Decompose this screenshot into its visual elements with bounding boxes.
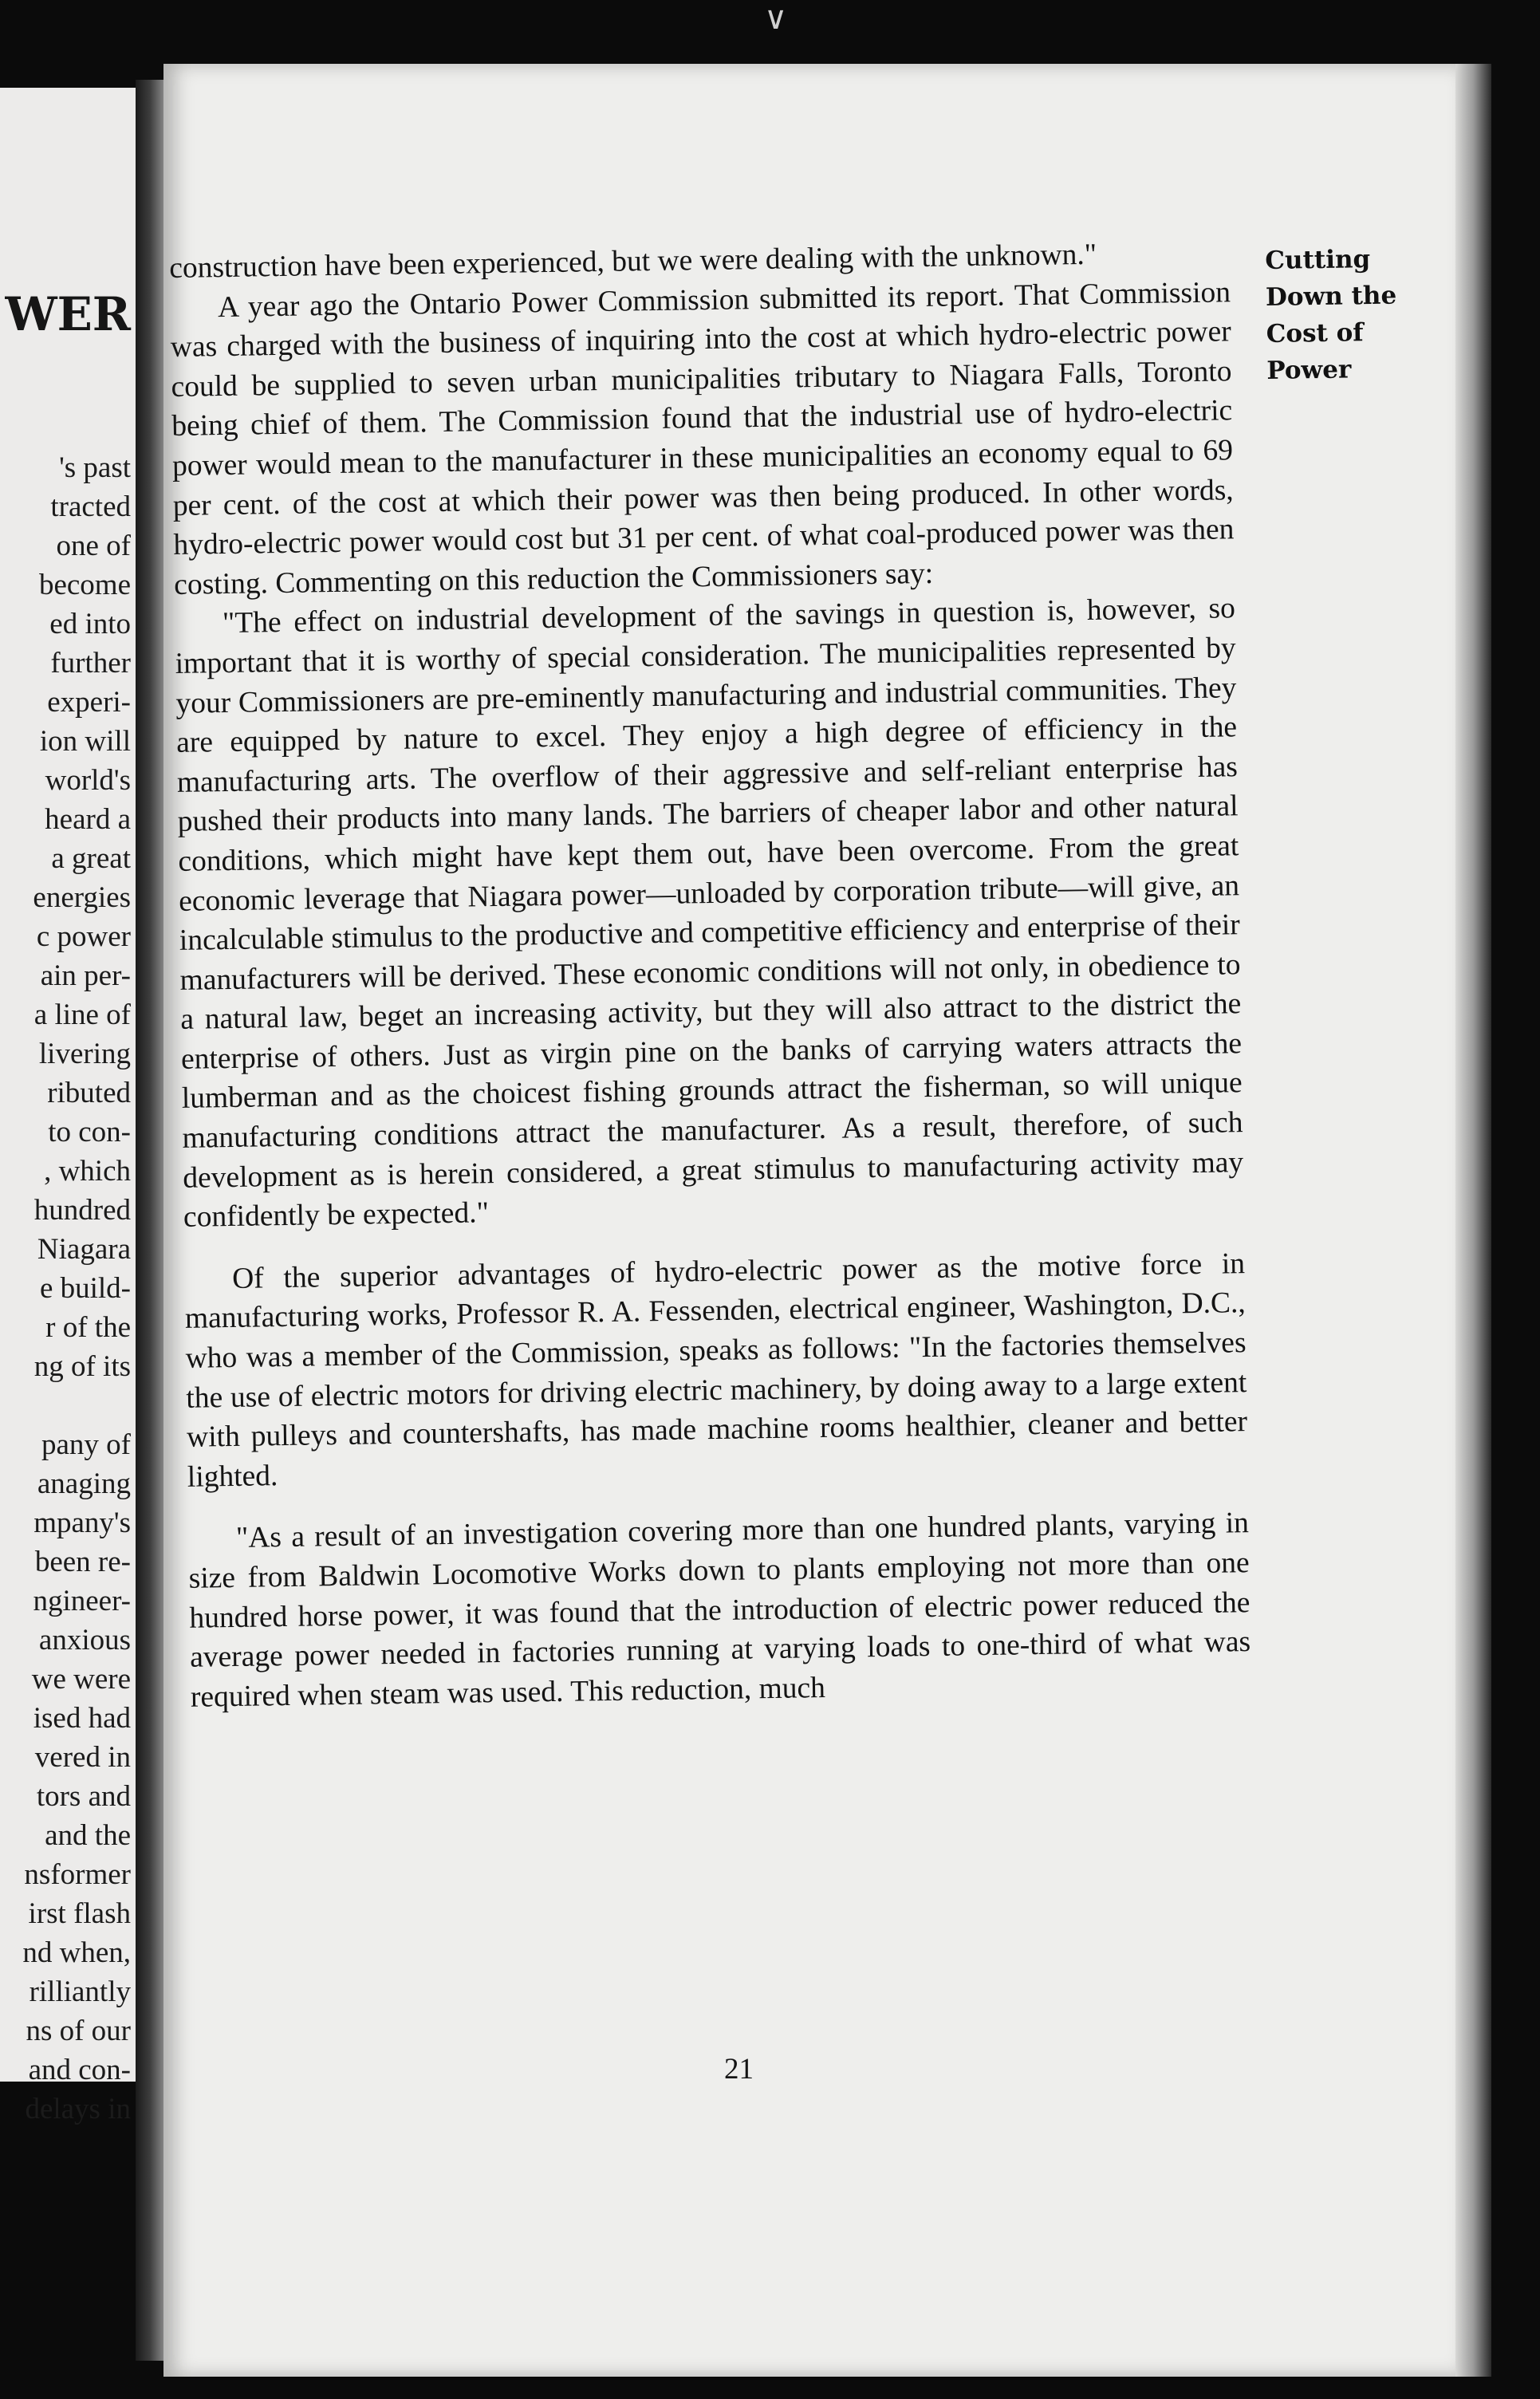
previous-page-line: r of the [45, 1311, 131, 1344]
paragraph-3-quote: "The effect on industrial development of the savings in question is, however, so important that it is worthy of special consideration. The municipalities represented by your Commissioners are pre-eminently manufacturing and industrial communities. They are equipped by nature to excel. They enjoy a high degree of efficiency in the manufacturing arts. The overflow of their aggressive and self-reliant enterprise has pushed their products into many lands. The barriers of cheaper labor and other natural conditions, which might have kept them out, have been overcome. From the great economic leverage that Niagara power—unloaded by corporation tribute—will give, an incalculable stimulus to the productive and competitive efficiency and enterprise of their manufacturers will be derived. These economic conditions will not only, in obedience to a natural law, beget an increasing activity, but they will also attract to the district the enterprise of others. Just as virgin pine on the banks of carrying waters attracts the lumberman and as the choicest fishing grounds attract the fisherman, so will unique manufacturing conditions attract the manufacturer. As a result, therefore, of such development as is herein considered, a great stimulus to manufacturing activity may confidently be expected." [175, 592, 1244, 1235]
marginal-note [1265, 240, 1427, 389]
previous-page-line: rilliantly [29, 1976, 131, 2008]
marginal-note-line: Down the [1265, 281, 1397, 312]
paragraph-2: A year ago the Ontario Power Commission submitted its report. That Commission was charged with the business of inquiring into the cost at which hydro-electric power could be supplied to seven urban municipalities tributary to Niagara Falls, Toronto being chief of them. The Commission found that the industrial use of hydro-electric power would mean to the manufacturer in these municipalities an economy equal to 69 per cent. of the cost at which their power was then being produced. In other words, hydro-electric power would cost but 31 per cent. of what coal-produced power was then costing. Commenting on this reduction the Commissioners say: [170, 275, 1235, 601]
previous-page-line: anaging [37, 1467, 131, 1500]
page-edge-shadow [1455, 64, 1491, 2377]
previous-page-line: ngineer- [33, 1585, 131, 1617]
previous-page-line: tors and [36, 1780, 131, 1813]
scan-fold-mark: ∨ [764, 0, 788, 37]
paragraph-5-quote: "As a result of an investigation covering more than one hundred plants, varying in size from Baldwin Locomotive Works down to plants employing not more than one hundred horse power, it was found that the introduction of electric power reduced the average power needed in factories running at varying loads to one-third of what was required when steam was used. This reduction, much [188, 1507, 1251, 1714]
previous-page-heading: WER [5, 287, 131, 341]
previous-page-line: been re- [34, 1546, 131, 1578]
previous-page-line: tracted [50, 490, 131, 523]
previous-page-line: energies [33, 881, 131, 914]
page-number: 21 [724, 2053, 754, 2086]
previous-page-line: a line of [33, 999, 131, 1031]
previous-page-line: vered in [34, 1741, 131, 1774]
previous-page-line: nd when, [22, 1936, 131, 1969]
previous-page-line: delays in [25, 2093, 131, 2125]
previous-page-line: ns of our [26, 2015, 131, 2047]
previous-page-line: ed into [49, 608, 131, 640]
page-body-text [169, 233, 1251, 1717]
previous-page-line: ributed [47, 1077, 131, 1109]
previous-page-line-gap [0, 1386, 131, 1425]
previous-page-line: one of [56, 530, 131, 562]
previous-page-line: to con- [48, 1116, 131, 1148]
paragraph-4: Of the superior advantages of hydro-electric power as the motive force in manufacturing works, Professor R. A. Fessenden, electrical engineer, Washington, D.C., who was a member of the Commission, speaks as follows: "In the factories themselves the use of electric motors for driving electric machinery, by doing away to a large extent with pulleys and countershafts, has made machine rooms healthier, cleaner and better lighted. [184, 1247, 1248, 1494]
previous-page-line: nsformer [24, 1858, 131, 1891]
previous-page-line: Niagara [37, 1233, 131, 1266]
previous-page-text-column [0, 448, 131, 2129]
previous-page-line: ised had [33, 1702, 131, 1735]
previous-page-line: heard a [45, 803, 131, 836]
marginal-note-line: Cost of [1266, 318, 1364, 349]
paragraph-1: construction have been experienced, but we were dealing with the unknown." [169, 238, 1097, 285]
marginal-note-line: Power [1266, 355, 1352, 385]
previous-page-line: ain per- [40, 959, 131, 992]
previous-page-line: hundred [33, 1194, 131, 1227]
previous-page-line: and con- [28, 2054, 131, 2086]
previous-page-line: and the [45, 1819, 131, 1852]
previous-page-fragment [0, 88, 142, 2125]
previous-page-line: irst flash [28, 1897, 131, 1930]
previous-page-line: e build- [39, 1272, 131, 1305]
previous-page-line: mpany's [33, 1507, 131, 1539]
previous-page-line: ion will [39, 725, 131, 758]
previous-page-line: further [50, 647, 131, 680]
previous-page-line: livering [38, 1038, 131, 1070]
previous-page-line: pany of [41, 1428, 131, 1461]
previous-page-line: anxious [38, 1624, 131, 1656]
previous-page-line: experi- [47, 686, 131, 719]
previous-page-line: world's [45, 764, 131, 797]
previous-page-line: a great [51, 842, 131, 875]
previous-page-line: c power [36, 920, 131, 953]
marginal-note-line: Cutting [1265, 245, 1371, 275]
previous-page-line: become [38, 569, 131, 601]
previous-page-line: ng of its [33, 1350, 131, 1383]
previous-page-line: we were [31, 1663, 131, 1696]
previous-page-line: 's past [59, 451, 131, 484]
previous-page-line: , which [44, 1155, 131, 1188]
